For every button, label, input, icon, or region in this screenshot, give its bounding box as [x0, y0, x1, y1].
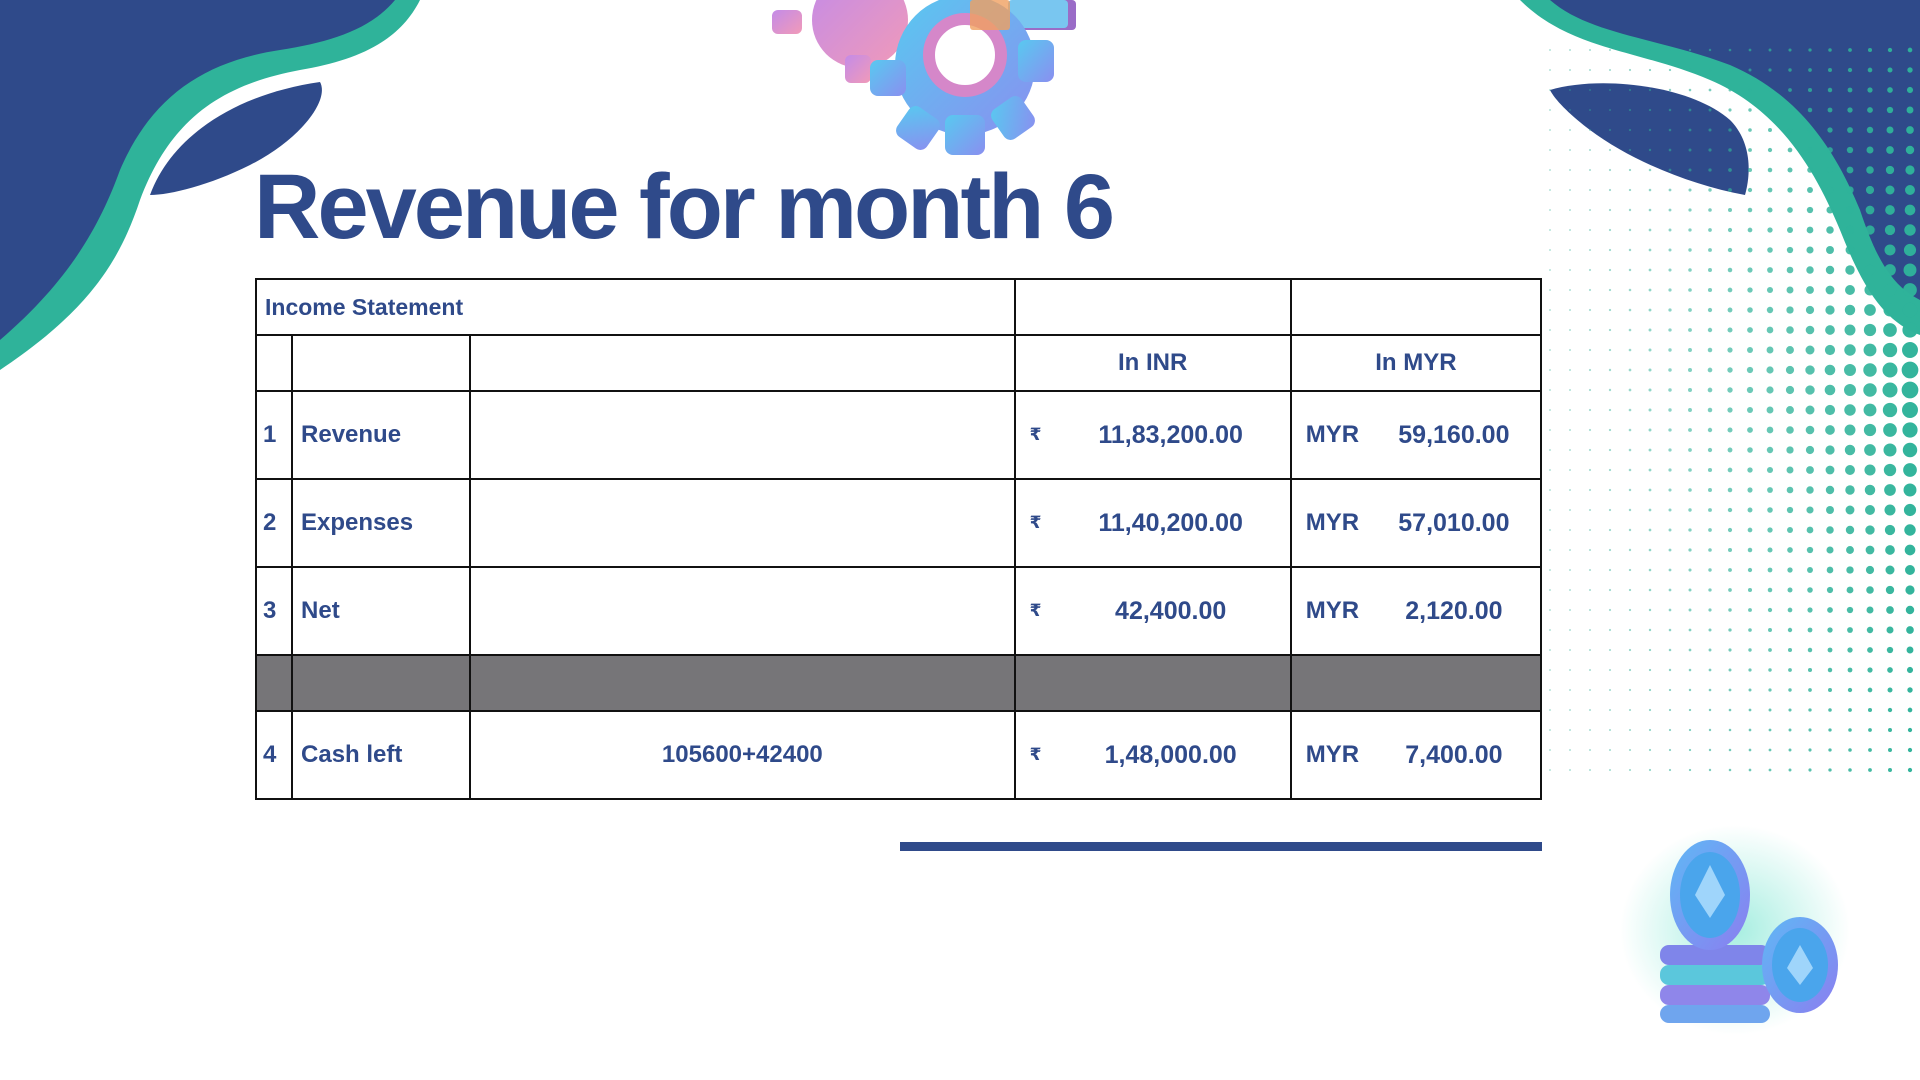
inr-amount-cell — [1015, 567, 1291, 655]
row-note: 105600+42400 — [470, 711, 1014, 799]
table-row — [256, 479, 1541, 567]
row-note — [470, 567, 1014, 655]
myr-value: 57,010.00 — [1398, 508, 1510, 537]
myr-value: 59,160.00 — [1398, 420, 1510, 449]
row-number: 4 — [256, 711, 292, 799]
coins-icon — [1610, 820, 1860, 1050]
header-inr: In INR — [1015, 335, 1291, 391]
inr-amount-cell — [1015, 711, 1291, 799]
empty-cell — [256, 335, 292, 391]
inr-value: 1,48,000.00 — [1104, 740, 1237, 769]
empty-cell — [256, 655, 292, 711]
table-row — [256, 711, 1541, 799]
myr-amount-cell — [1291, 391, 1541, 479]
row-label: Revenue — [292, 391, 470, 479]
empty-cell — [1015, 655, 1291, 711]
row-label: Cash left — [292, 711, 470, 799]
table-caption: Income Statement — [256, 279, 1015, 335]
inr-amount-cell — [1015, 479, 1291, 567]
table-row — [256, 391, 1541, 479]
row-label: Expenses — [292, 479, 470, 567]
row-note — [470, 479, 1014, 567]
myr-amount-cell — [1291, 711, 1541, 799]
empty-cell — [1291, 279, 1541, 335]
table-row — [256, 567, 1541, 655]
accent-bar — [900, 842, 1542, 851]
table-header-row — [256, 335, 1541, 391]
row-number: 3 — [256, 567, 292, 655]
gear-icon — [760, 0, 1120, 165]
income-statement-table — [255, 278, 1542, 800]
row-number: 2 — [256, 479, 292, 567]
myr-amount-cell — [1291, 567, 1541, 655]
empty-cell — [1015, 279, 1291, 335]
myr-amount-cell — [1291, 479, 1541, 567]
rupee-symbol: ₹ — [1029, 513, 1042, 532]
rupee-symbol: ₹ — [1029, 745, 1042, 764]
separator-row — [256, 655, 1541, 711]
myr-code: MYR — [1305, 421, 1360, 448]
empty-cell — [470, 655, 1014, 711]
empty-cell — [292, 335, 470, 391]
header-myr: In MYR — [1291, 335, 1541, 391]
empty-cell — [292, 655, 470, 711]
inr-value: 11,40,200.00 — [1098, 508, 1243, 537]
myr-code: MYR — [1305, 597, 1360, 624]
empty-cell — [470, 335, 1014, 391]
myr-value: 7,400.00 — [1405, 740, 1503, 769]
empty-cell — [1291, 655, 1541, 711]
inr-value: 42,400.00 — [1115, 596, 1227, 625]
myr-value: 2,120.00 — [1405, 596, 1503, 625]
row-note — [470, 391, 1014, 479]
page-title: Revenue for month 6 — [254, 156, 1113, 258]
dot-pattern-decoration — [1540, 40, 1920, 780]
inr-amount-cell — [1015, 391, 1291, 479]
inr-value: 11,83,200.00 — [1098, 420, 1243, 449]
myr-code: MYR — [1305, 741, 1360, 768]
rupee-symbol: ₹ — [1029, 601, 1042, 620]
myr-code: MYR — [1305, 509, 1360, 536]
table-caption-row — [256, 279, 1541, 335]
rupee-symbol: ₹ — [1029, 425, 1042, 444]
row-number: 1 — [256, 391, 292, 479]
row-label: Net — [292, 567, 470, 655]
